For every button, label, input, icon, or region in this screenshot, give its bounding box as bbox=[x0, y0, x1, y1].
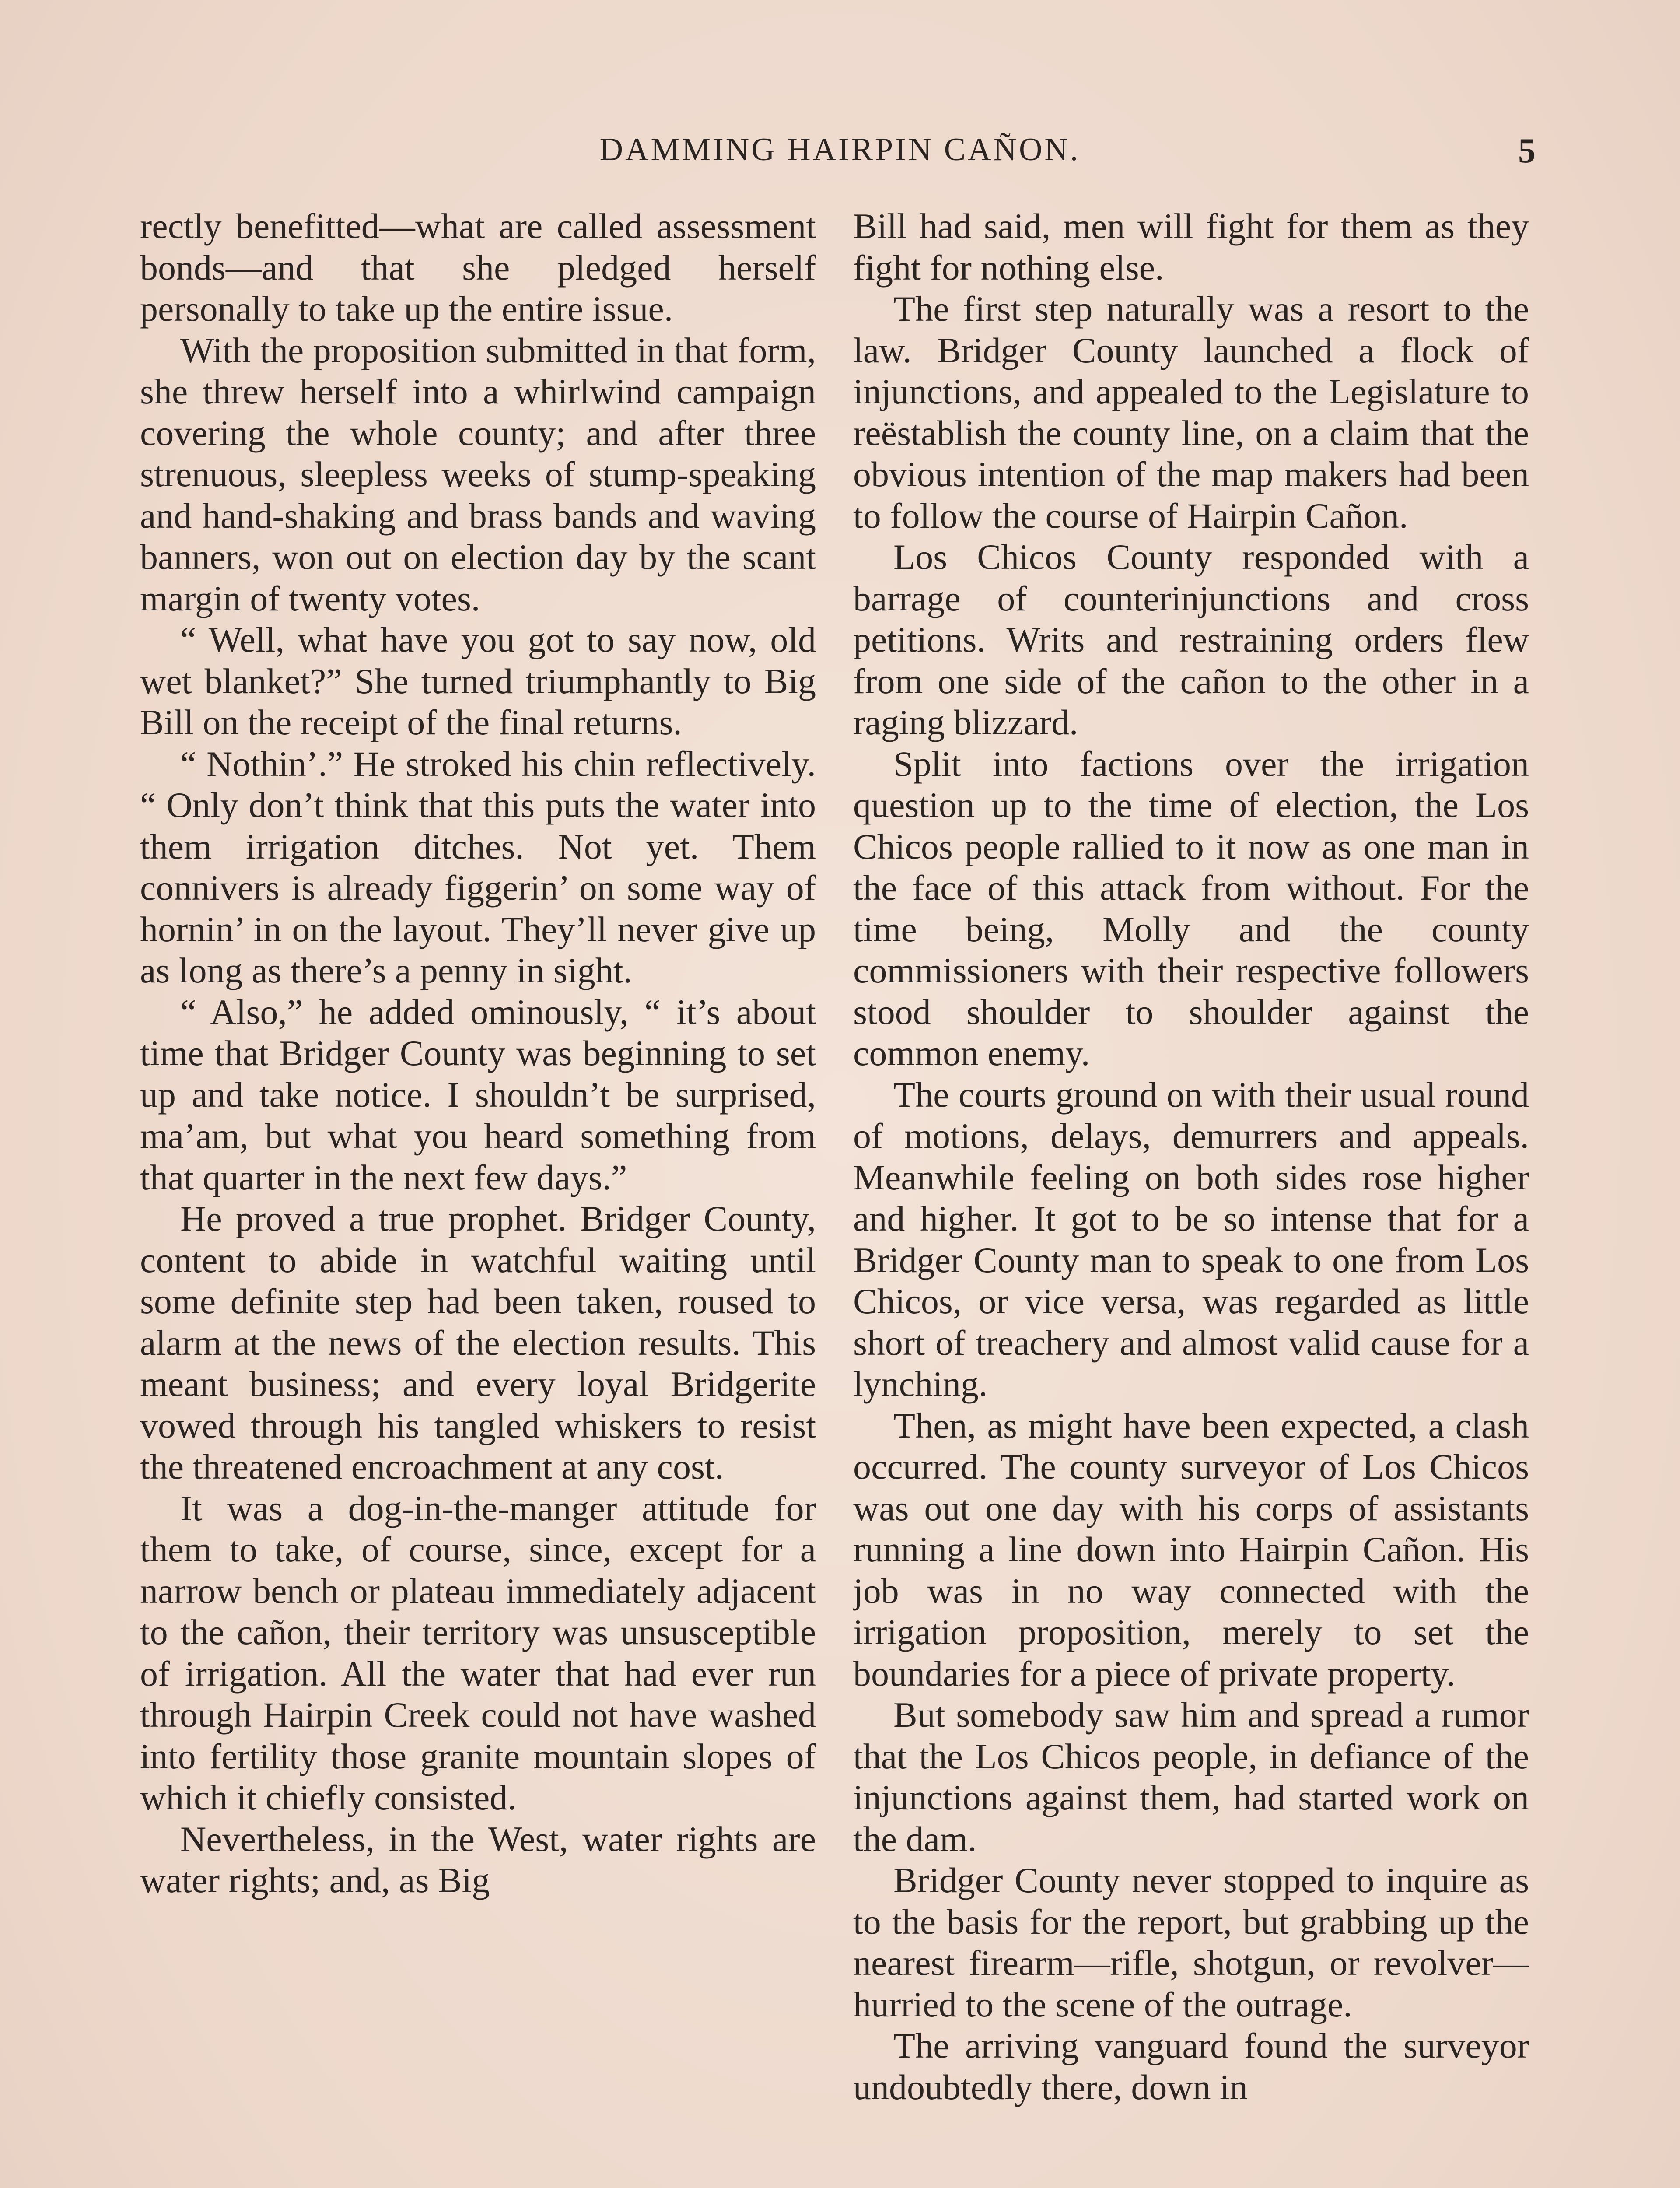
paragraph: With the proposition submitted in that form, she threw herself into a whirlwind campaign covering the whole county; and after three strenuous, sleepless weeks of stump-speaking and hand-shaking and brass bands and waving banners, won out on election day by the scant margin of twenty votes. bbox=[140, 330, 816, 618]
paragraph: rectly benefitted—what are called assessment bonds—and that she pledged herself personally to take up the entire issue. bbox=[140, 206, 816, 329]
running-head: DAMMING HAIRPIN CAÑON. bbox=[599, 132, 1081, 168]
left-column bbox=[140, 206, 816, 2188]
paragraph: He proved a true prophet. Bridger County, content to abide in watchful waiting until some definite step had been taken, roused to alarm at the news of the election results. This meant business; and every loyal Bridgerite vowed through his tangled whiskers to resist the threatened encroachment at any cost. bbox=[140, 1199, 816, 1487]
paragraph: The arriving vanguard found the surveyor undoubtedly there, down in bbox=[853, 2026, 1529, 2107]
paragraph: Split into factions over the irrigation question up to the time of election, the Los Chicos people rallied to it now as one man in the face of this attack from without. For the time being, Molly and the county commissioners with their respective followers stood shoulder to shoulder against the common enemy. bbox=[853, 743, 1529, 1073]
paragraph: It was a dog-in-the-manger attitude for them to take, of course, since, except for a narrow bench or plateau immediately adjacent to the cañon, their territory was unsusceptible of irrigation. All the water that had ever run through Hairpin Creek could not have washed into fertility those granite mountain slopes of which it chiefly consisted. bbox=[140, 1488, 816, 1817]
paragraph: But somebody saw him and spread a rumor that the Los Chicos people, in defiance of the injunctions against them, had started work on the dam. bbox=[853, 1695, 1529, 1859]
right-column bbox=[853, 206, 1529, 2188]
paragraph: The first step naturally was a resort to the law. Bridger County launched a flock of injunctions, and appealed to the Legislature to reëstablish the county line, on a claim that the obvious intention of the map makers had been to follow the course of Hairpin Cañon. bbox=[853, 289, 1529, 536]
paragraph: “ Also,” he added ominously, “ it’s about time that Bridger County was beginning to set up and take notice. I shouldn’t be surprised, ma’am, but what you heard something from that quarter in the next few days.” bbox=[140, 992, 816, 1197]
paragraph: “ Well, what have you got to say now, old wet blanket?” She turned triumphantly to Big Bill on the receipt of the final returns. bbox=[140, 620, 816, 742]
paragraph: Los Chicos County responded with a barrage of counterinjunctions and cross petitions. Writs and restraining orders flew from one side of the cañon to the other in a raging blizzard. bbox=[853, 537, 1529, 742]
paragraph: The courts ground on with their usual round of motions, delays, demurrers and appeals. Meanwhile feeling on both sides rose higher and higher. It got to be so intense that for a Bridger County man to speak to one from Los Chicos, or vice versa, was regarded as little short of treachery and almost valid cause for a lynching. bbox=[853, 1074, 1529, 1404]
page-number: 5 bbox=[1518, 132, 1536, 170]
paragraph: Bridger County never stopped to inquire as to the basis for the report, but grabbing up the nearest firearm—rifle, shotgun, or revolver—hurried to the scene of the outrage. bbox=[853, 1860, 1529, 2024]
paragraph: “ Nothin’.” He stroked his chin reflectively. “ Only don’t think that this puts the water into them irrigation ditches. Not yet. Them connivers is already figgerin’ on some way of hornin’ in on the layout. They’ll never give up as long as there’s a penny in sight. bbox=[140, 743, 816, 990]
page-header bbox=[144, 131, 1536, 188]
paragraph: Then, as might have been expected, a clash occurred. The county surveyor of Los Chicos was out one day with his corps of assistants running a line down into Hairpin Cañon. His job was in no way connected with the irrigation proposition, merely to set the boundaries for a piece of private property. bbox=[853, 1405, 1529, 1694]
paragraph: Nevertheless, in the West, water rights are water rights; and, as Big bbox=[140, 1819, 816, 1900]
paragraph: Bill had said, men will fight for them as they fight for nothing else. bbox=[853, 206, 1529, 288]
